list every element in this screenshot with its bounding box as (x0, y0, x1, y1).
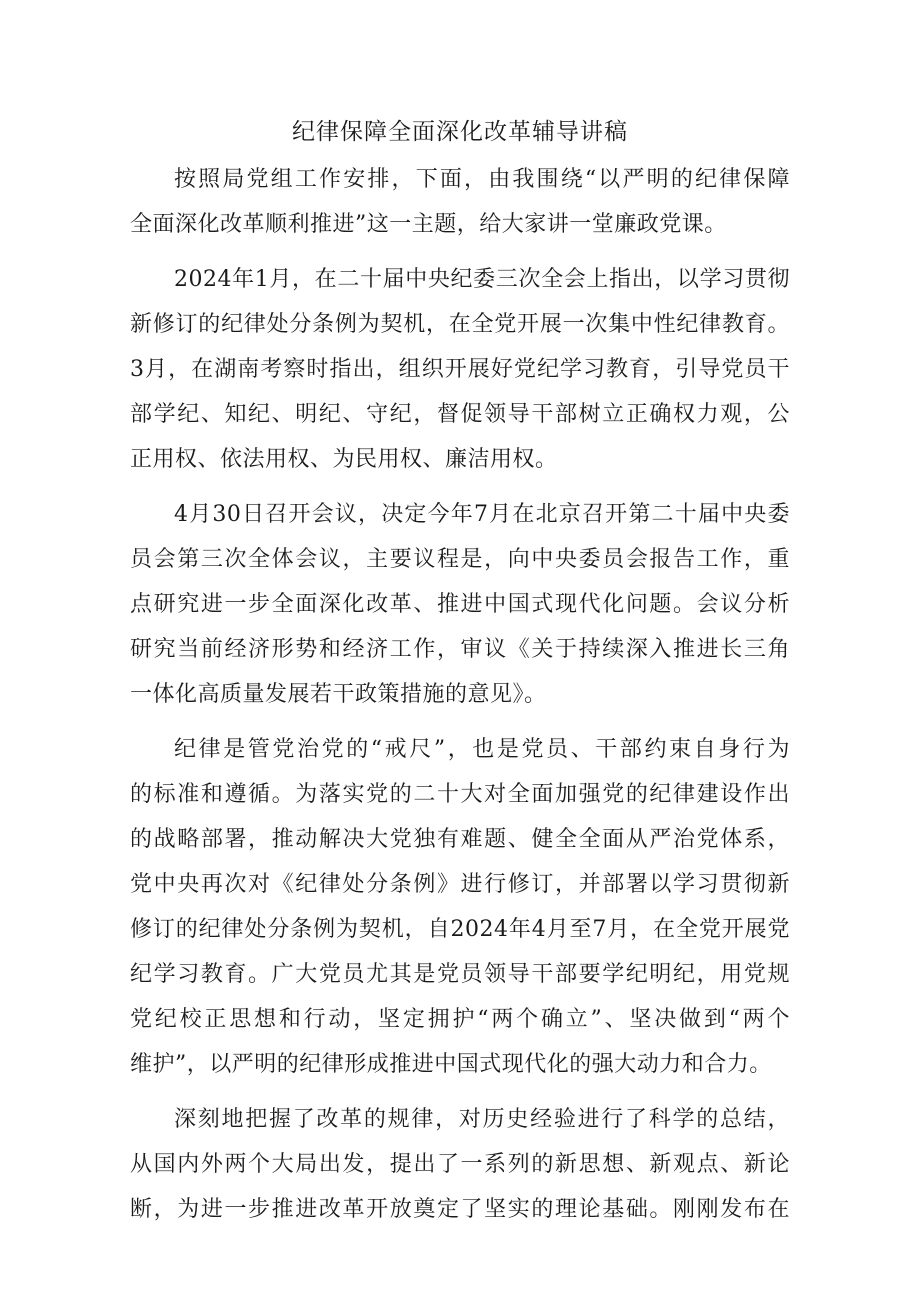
text-line: 纪律是管党治党的“戒尺”，也是党员、干部约束自身行为 (174, 737, 790, 762)
text-line: 部学纪、知纪、明纪、守纪，督促领导干部树立正确权力观，公 (130, 402, 790, 427)
text-line: 维护”，以严明的纪律形成推进中国式现代化的强大动力和合力。 (130, 1052, 772, 1077)
document-body (130, 163, 790, 1248)
text-line: 4月30日召开会议，决定今年7月在北京召开第二十届中央委 (174, 502, 790, 527)
text-line: 纪学习教育。广大党员尤其是党员领导干部要学纪明纪，用党规 (130, 962, 790, 987)
text-line: 正用权、依法用权、为民用权、廉洁用权。 (130, 447, 558, 472)
text-line: 从国内外两个大局出发，提出了一系列的新思想、新观点、新论 (130, 1152, 790, 1177)
text-line: 研究当前经济形势和经济工作，审议《关于持续深入推进长三角 (130, 637, 790, 662)
text-line: 3月，在湖南考察时指出，组织开展好党纪学习教育，引导党员干 (130, 357, 790, 382)
text-line: 党纪校正思想和行动，坚定拥护“两个确立”、坚决做到“两个 (130, 1007, 790, 1032)
document-title: 纪律保障全面深化改革辅导讲稿 (292, 119, 628, 145)
paragraph-meeting (130, 498, 790, 723)
text-line: 修订的纪律处分条例为契机，自2024年4月至7月，在全党开展党 (130, 917, 790, 942)
text-line: 党中央再次对《纪律处分条例》进行修订，并部署以学习贯彻新 (130, 872, 790, 897)
text-line: 断，为进一步推进改革开放奠定了坚实的理论基础。刚刚发布在 (130, 1197, 790, 1222)
paragraph-intro (130, 163, 790, 253)
text-line: 员会第三次全体会议，主要议程是，向中央委员会报告工作，重 (130, 547, 790, 572)
text-line: 新修订的纪律处分条例为契机，在全党开展一次集中性纪律教育。 (130, 312, 790, 337)
paragraph-discipline (130, 733, 790, 1093)
paragraph-education (130, 263, 790, 488)
text-line: 的战略部署，推动解决大党独有难题、健全全面从严治党体系， (130, 827, 790, 852)
text-line: 2024年1月，在二十届中央纪委三次全会上指出，以学习贯彻 (174, 267, 790, 292)
text-line: 的标准和遵循。为落实党的二十大对全面加强党的纪律建设作出 (130, 782, 790, 807)
text-line: 一体化高质量发展若干政策措施的意见》。 (130, 682, 547, 707)
text-line: 点研究进一步全面深化改革、推进中国式现代化问题。会议分析 (130, 592, 790, 617)
text-line: 按照局党组工作安排，下面，由我围绕“以严明的纪律保障 (174, 167, 790, 192)
text-line: 深刻地把握了改革的规律，对历史经验进行了科学的总结， (174, 1107, 790, 1132)
paragraph-reform (130, 1103, 790, 1238)
text-line: 全面深化改革顺利推进”这一主题，给大家讲一堂廉政党课。 (130, 212, 727, 237)
